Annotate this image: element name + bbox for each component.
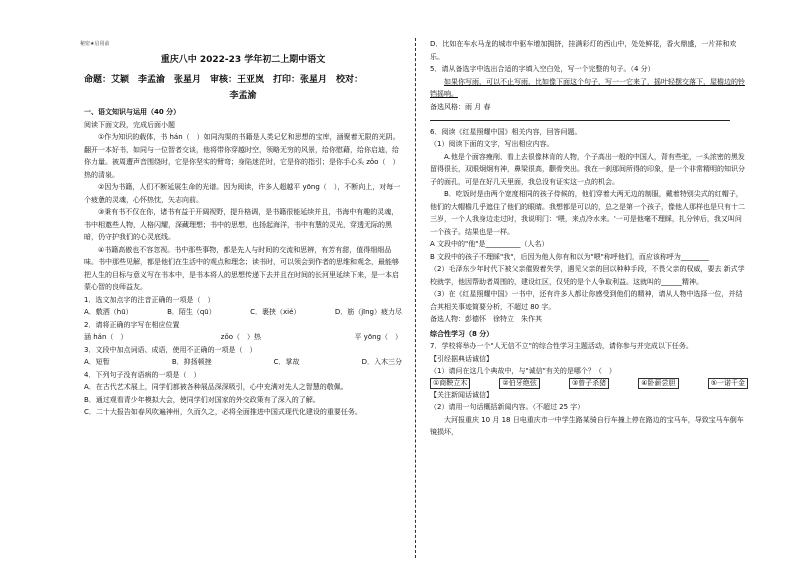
- q3-option-d: D．入木三分: [361, 358, 402, 366]
- question-5: 5．请从备选字中选出合适的字填入空白处，写一个完整的句子。（4 分）: [430, 65, 655, 73]
- q6-candidates: 备选人物：彭德怀 徐特立 朱作其: [430, 315, 542, 323]
- paragraph-1: ①作为知识的载体，书 hán（ ）如同沟渠的书籍是人类记忆和思想的宝库，涵聚着无限的光阴。翻开一本好书，如同与一位智者交谈，他将带你穿越时空，领略无穷的风景，给你慰藉，给你启迪，给你力量。被周遭声音围绕时，它是你坚实的臂弯；身陷迷茫时，它是你的指引；是你手心头 zǒo（ ）热的清泉。: [84, 133, 400, 179]
- page-title: 重庆八中 2022-23 学年初二上期中语文: [160, 55, 326, 65]
- q2-blank-3: 平 yōng（ ）: [354, 333, 402, 341]
- q4-option-b: B．通过观看青少年模拟大会，使同学们对国家的外交政策有了深入的了解。: [84, 395, 320, 404]
- q1-option-d: D．筋（jīng）疲力尽: [334, 308, 402, 316]
- q1-option-a: A．敷洒（hū）: [84, 308, 133, 316]
- task-1-option-3: ③曾子杀猪: [569, 378, 609, 389]
- task-1-heading: 【引经据典话诚信】: [430, 354, 493, 363]
- q4-option-c: C．二十大报告如春风吹遍神州，久而久之，必将全面推进中国式现代化建设的重要任务。: [84, 408, 362, 416]
- q1-option-b: B．陌生（qū）: [167, 308, 216, 316]
- authors-line: 命题：艾颖 李孟渝 张星月 审核：王亚岚 打印：张星月 校对：: [84, 75, 364, 85]
- intro: 阅读下面文段，完成后面小题: [84, 120, 175, 129]
- right-column: [430, 38, 748, 439]
- task-1-question: （1）请问在这几个典故中，与"诚信"有关的是哪个？（ ）: [430, 367, 616, 375]
- q3-option-b: B．抑扬顿挫: [171, 358, 212, 366]
- task-2-heading: 【关注新闻话诚信】: [430, 390, 493, 399]
- paragraph-4: ④书籍高傲也不容忽视。书中那些事物，都是先人与时间的交流和思辨，有芳有甜，值得细细品味。书中那些见解，都是他们在生活中的观点和理念；读书时，可以领会到作者的思维和观念，最能够把人生的目标与意义写在书本中，是书本将人的思想传递下去并且在时间的长河里延续下来，是一本启蒙心智的良师益友。: [84, 245, 399, 291]
- q6-part-1: （1）阅读下面的文字，写出相应内容。: [430, 140, 554, 148]
- authors-line-2: 李孟渝: [229, 91, 257, 101]
- task-1-option-4: ④卧薪尝胆: [638, 378, 678, 389]
- q6-part-3: （3）在《红星照耀中国》一书中，还有许多人都让你感受到他们的精神，请从人物中选择一位，并结合其相关事迹简要分析，不超过 80 字。: [430, 290, 743, 311]
- q3-options: [84, 356, 402, 369]
- task-1-option-2: ②伯牙绝弦: [499, 378, 539, 389]
- question-2: 2．请将正确的字写在相应位置: [84, 320, 180, 329]
- question-1: 1．选文加点字的注音正确的一项是（ ）: [84, 295, 215, 304]
- question-7: 7．学校将举办一个"人无信不立"的综合性学习主题活动，请你参与并完成以下任务。: [430, 342, 693, 350]
- q6-part-2: （2）毛泽东少年时代下被父亲催毁着失学，遇见父亲的回以种种手段，不畏父亲的权威，要去 新式学校就学，他因帮助者周围的，建设红区，仅凭的是个人争取利益。这就叫的______精神。: [430, 265, 745, 286]
- task-2-news: 大河报重庆 10 月 18 日电重庆市一中学生路某骑自行车撞上停在路边的宝马车，导致宝马车倒车镜损坏，: [430, 415, 744, 436]
- q3-option-a: A．短暂: [84, 358, 110, 366]
- q5-example: 如果你写雨，可以不止写雨，比如像下面这个句子，写一一它来了，摇叶轻摆交落下，屋檐边的铃铛摇响。: [430, 77, 745, 98]
- q1-options: [84, 306, 402, 319]
- task-1-option-5: ⑤一诺千金: [708, 378, 748, 389]
- q3-option-c: C．掌故: [273, 358, 300, 366]
- q1-option-c: C．裹挟（xié）: [250, 308, 301, 316]
- q4-option-d: D．比如在车水马龙的城市中驱车增加拥挤，挂满彩灯的西山中，处处鲜花，香火鼎盛，一片祥和欢乐。: [430, 40, 737, 61]
- task-2-question: （2）请用一句话概括新闻内容。（不超过 25 字）: [430, 403, 585, 411]
- q6-passage-b: B．吃饭时是由两个宽度相同的孩子侍候的，他们穿着大两无边的制服，戴着特别尖式的红帽子，他们的大帽檐几乎遮住了他们的眼睛。我想都是可以的，总之是第一个孩子，像他人那样也是只有十二三岁，一个人我身边走过时，我说明门：'喂，来点冷水来。'一可是他毫不理睬，扎分钟后，我又叫问一个孩子。结果也是一样。: [430, 190, 745, 236]
- q2-blanks: [84, 331, 402, 344]
- section-heading-2: 综合性学习（8 分）: [430, 329, 494, 338]
- task-1-options: [430, 378, 748, 389]
- q4-option-a: A．在古代艺术展上，同学们都被各种展品深深吸引，心中充满对先人之智慧的敬佩。: [84, 383, 348, 391]
- question-3: 3．文段中加点词语、成语，使用不正确的一项是（ ）: [84, 345, 257, 354]
- q2-blank-1: 涵 hán（ ）: [84, 333, 128, 341]
- header-tag: 秘密★启用前: [80, 41, 110, 47]
- task-1-option-1: ①商鞅立木: [430, 378, 470, 389]
- paragraph-3: ③秉有书不仅在你，诸书有益于开阔视野，提升格调，是书籍很能延续并且，书海中有趣的灵魂，书中相邀些人物，人格闪耀，深藏理想；书中的思想，也扬起海洋，书中有慧的灵光，穿透无际的黑暗，仍守护我们的心灵底线。: [84, 208, 399, 241]
- section-heading: 一、语文知识与运用（40 分）: [84, 108, 181, 116]
- q2-blank-2: zǒo（ ）热: [220, 333, 262, 341]
- column-divider: [415, 38, 416, 558]
- left-column: [84, 38, 402, 419]
- q5-answer-line: [430, 113, 748, 126]
- paragraph-2: ②因为书籍，人们不断延展生命的光谱。因为阅读，许多人超越平 yōng（ ），不断向上，对每一个疲惫的灵魂，心怀热忱，矢志向前。: [84, 183, 401, 204]
- q5-note: 备选风格：雨 月 春: [430, 102, 491, 111]
- q6-passage-a: A.他是个面容瘦削、看上去很像林肯的人物，个子高出一般的中国人，背有些驼，一头浓密的黑发留得很长，双眼炯炯有神，鼻梁很高，颧骨突出。我在一刹那间所得的印象，是一个非常精明的知识分子的面孔，可是在好几天里面，我总没有证实这一点的机会。: [430, 152, 745, 186]
- question-4: 4．下列句子没有语病的一项是（ ）: [84, 370, 201, 379]
- q6-answer-a: A 文段中的"他"是__________（人名）: [430, 240, 549, 248]
- q6-answer-b: B 文段中的孩子不理睬"我"，后因为他人你有和以为"喂"称呼他们，而应该称呼为________: [430, 252, 709, 261]
- question-6: 6．阅读《红星照耀中国》相关内容，回答问题。: [430, 127, 582, 136]
